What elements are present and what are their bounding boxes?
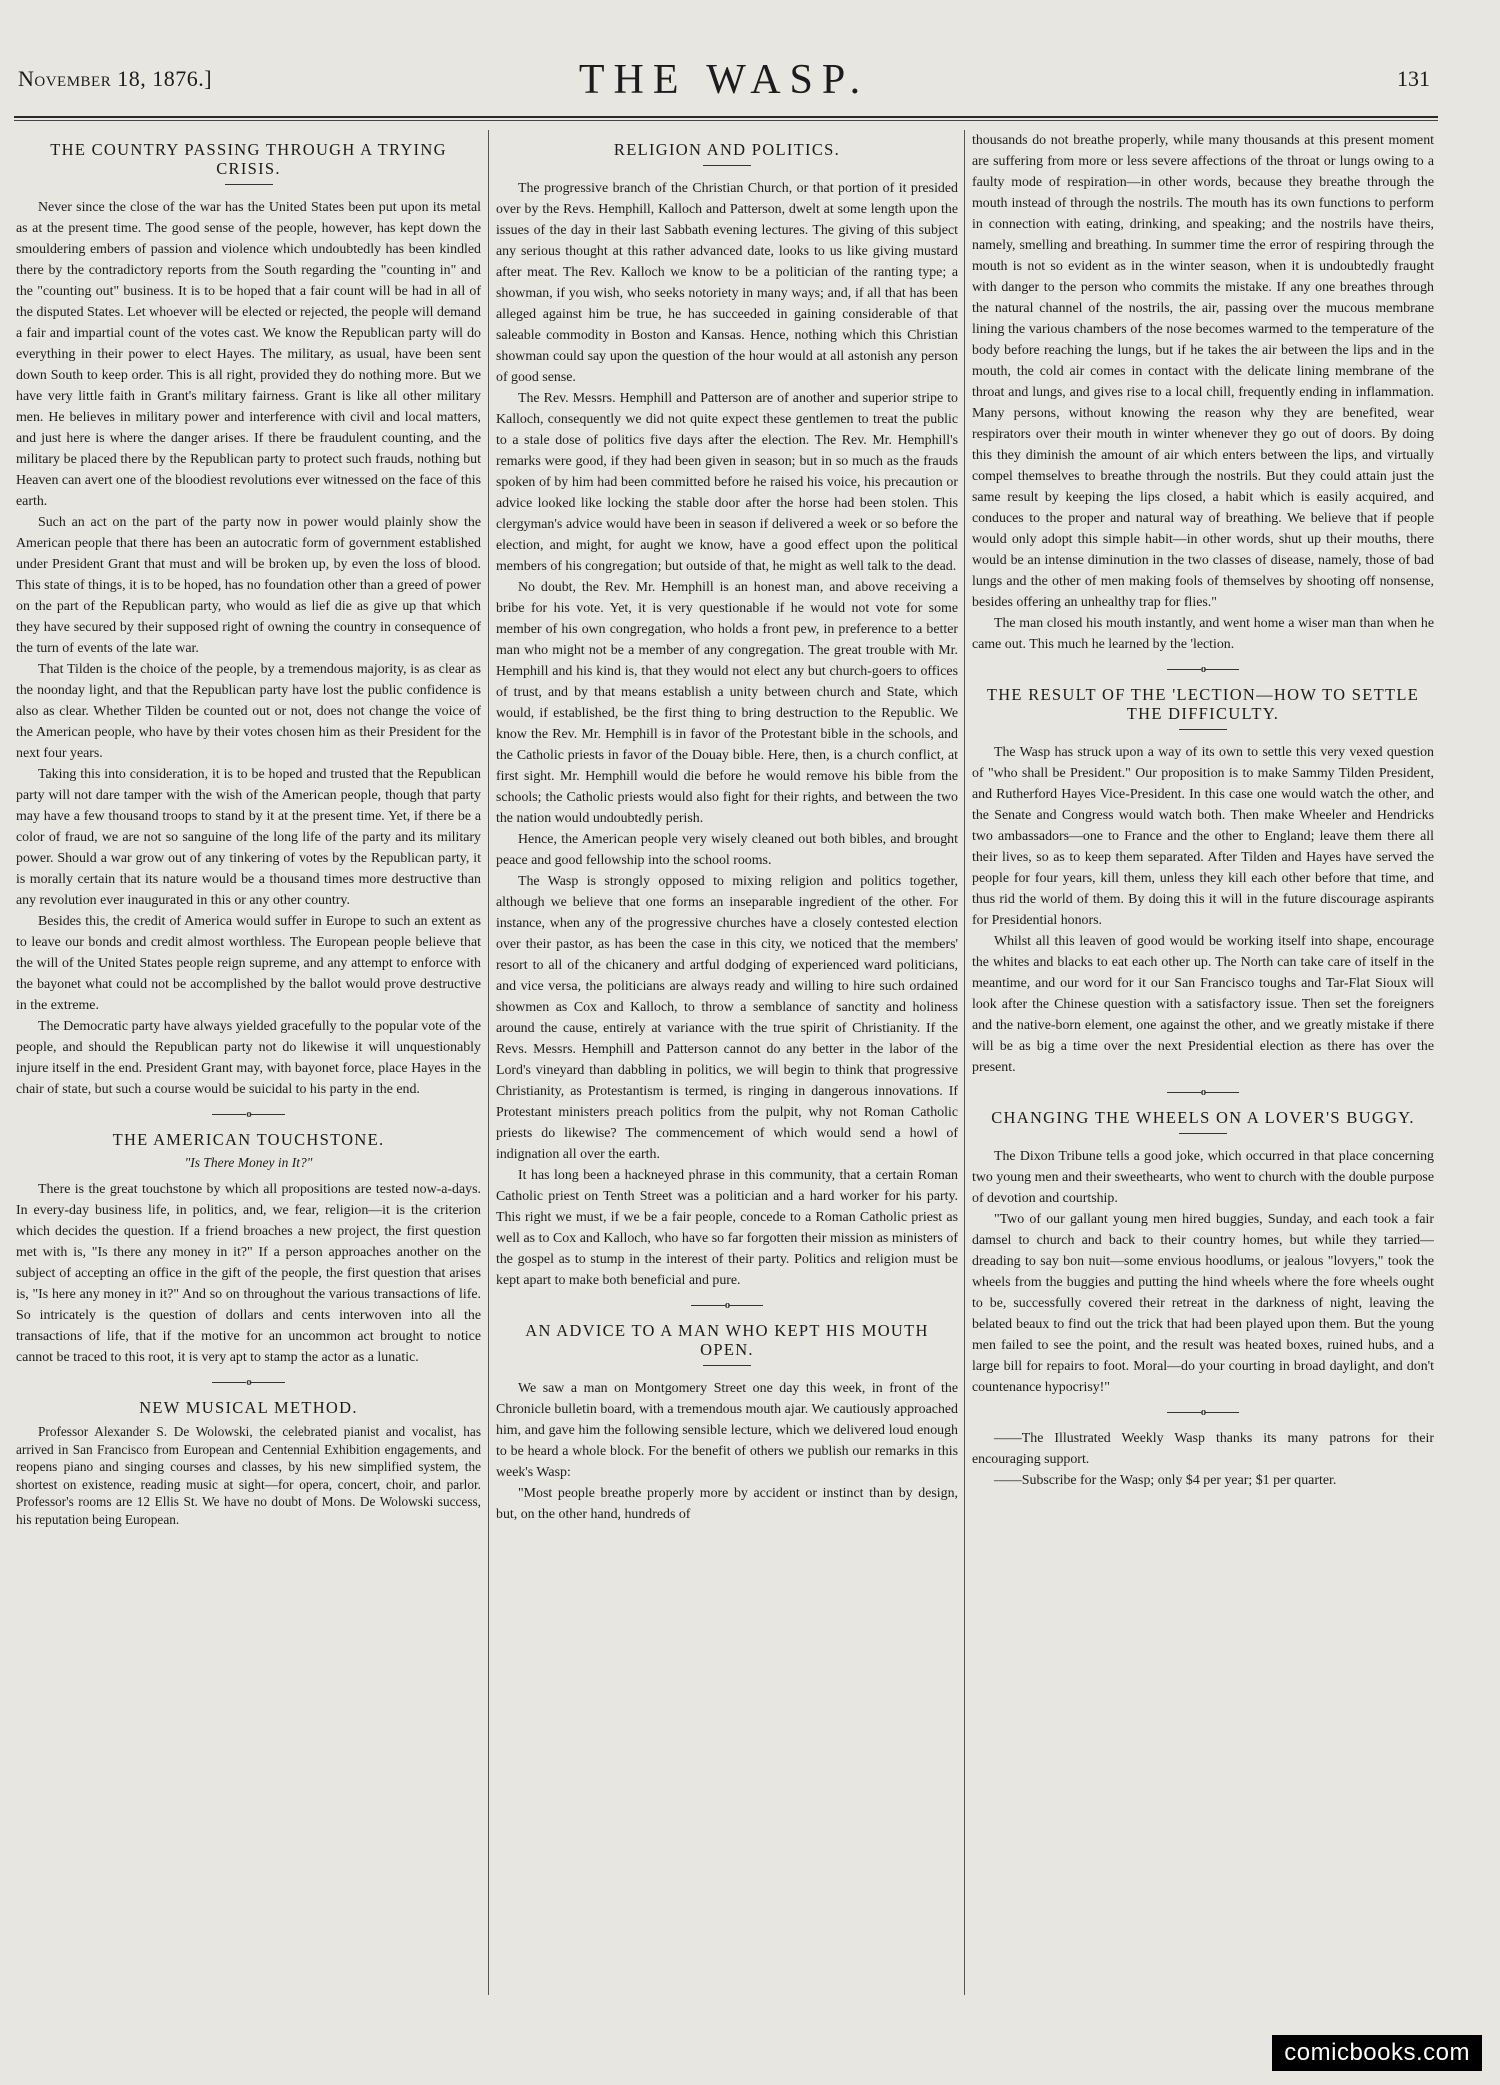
article-lovers-buggy	[972, 1108, 1434, 1398]
article-paragraph: It has long been a hackneyed phrase in this community, that a certain Roman Catholic priest on Tenth Street was a politician and a hard worker for his party. This right we must, if we be a fair people, concede to a Roman Catholic priest as well as to Cox and Kalloch, who have so far forgotten their mission as ministers of the gospel as to stump in the interest of their party. Politics and religion must be kept apart to make both beneficial and pure.	[496, 1168, 958, 1288]
newspaper-title: THE WASP.	[578, 57, 870, 103]
article-paragraph: The Wasp has struck upon a way of its own to settle this very vexed question of "who shall be President." Our proposition is to make Sammy Tilden President, and Rutherford Hayes Vice-President. In this case one would watch the other, and the Senate and Congress would watch both. Then make Wheeler and Hendricks two ambassadors—one to France and the other to England; leave them there all their lives, so as to keep them separated. After Tilden and Hayes have served the people for four years, kill them, unless they kill each other before that time, and thus rid the world of them. By doing this it will in the future discourage aspirants for Presidential honors.	[972, 745, 1434, 928]
article-headline: THE COUNTRY PASSING THROUGH A TRYING CRISIS.	[50, 140, 447, 178]
article-country-crisis	[16, 140, 481, 1100]
article-separator: o	[972, 663, 1434, 675]
article-paragraph: No doubt, the Rev. Mr. Hemphill is an honest man, and above receiving a bribe for his vote. Yet, it is very questionable if he would not vote for some member of his own congregation, who holds a front pew, in preference to a better man who might not be a member of any congregation. The great trouble with Mr. Hemphill and his kind is, that they would not elect any but church-goers to offices of trust, and by that means establish a unity between church and State, which would, if established, be the first thing to bring destruction to the Republic. We know the Rev. Mr. Hemphill is in favor of the Protestant bible in the schools, and the Catholic priests in favor of the Douay bible. Here, then, is a church conflict, at first sight. Mr. Hemphill would die before he would remove his bible from the schools; the Catholic priests would also fight for their rights, and between the two the nation would undoubtedly perish.	[496, 580, 958, 826]
column-1	[16, 130, 481, 2025]
article-religion-politics	[496, 140, 958, 1291]
article-headline: RELIGION AND POLITICS.	[613, 140, 841, 159]
headline-rule	[703, 1365, 751, 1366]
article-election-result	[972, 685, 1434, 1078]
article-headline: NEW MUSICAL METHOD.	[139, 1398, 358, 1417]
article-paragraph: The Wasp is strongly opposed to mixing religion and politics together, although we believe that one forms an inseparable ingredient of the other. For instance, when any of the progressive churches have a closely contested election over their pastor, as has been the case in this city, we noticed that the members' resort to all of the chicanery and artful dodging of experienced ward politicians, and vice versa, the politicians are always ready and willing to hire such ordained showmen as Cox and Kalloch, to throw a semblance of sanctity and holiness around the cause, entirely at variance with the true spirit of Christianity. If the Revs. Messrs. Hemphill and Patterson cannot do any better in the labor of the Lord's vineyard than dabbling in politics, we will begin to think that progressive Christianity, as Protestantism is termed, is ringing in dangerous innovations. If Protestant ministers preach politics from the pulpit, why not Roman Catholic priests do likewise? The commencement of which would send a howl of indignation all over the earth.	[496, 874, 958, 1162]
article-paragraph: Professor Alexander S. De Wolowski, the celebrated pianist and vocalist, has arrived in San Francisco from European and Centennial Exhibition engagements, and reopens piano and singing courses and classes, by his new simplified system, the shortest on existence, reading music at sight—for opera, concert, choir, and parlor. Professor's rooms are 12 Ellis St. We have no doubt of Mons. De Wolowski success, his reputation being European.	[16, 1424, 481, 1527]
article-american-touchstone	[16, 1130, 481, 1368]
article-paragraph: The man closed his mouth instantly, and went home a wiser man than when he came out. This much he learned by the 'lection.	[972, 616, 1434, 652]
headline-rule	[225, 184, 273, 185]
article-paragraph: The Rev. Messrs. Hemphill and Patterson are of another and superior stripe to Kalloch, consequently we did not quite expect these gentlemen to treat the public to a stale dose of politics five days after the election. The Rev. Mr. Hemphill's remarks were good, if they had been given in season; but in so much as the frauds spoken of by him had been committed before he raised his voice, his precaution or advice looked like locking the stable door after the horse had been stolen. This clergyman's advice would have been in season if delivered a week or so before the election, and might, for aught we know, have a good effect upon the political members of his congregation; but outside of that, he might as well talk to the dead.	[496, 391, 958, 574]
issue-date: November 18, 1876.]	[18, 66, 213, 91]
headline-rule	[1179, 729, 1227, 730]
column-3	[972, 130, 1434, 2025]
article-paragraph: "Two of our gallant young men hired buggies, Sunday, and each took a fair damsel to church and back to their country homes, but while they tarried—dreading to say bon nuit—some envious hoodlums, or jealous "lovyers," took the wheels from the buggies and putting the hind wheels where the fore wheels ought to be, successfully covered their retreat in the darkness of night, leaving the belated beaux to find out the trick that had been played upon them. But the young men failed to see the point, and the result was heated boxes, ruined hubs, and a large bill for repairs to foot. Moral—do your courting in broad daylight, and don't countenance hypocrisy!"	[972, 1212, 1434, 1395]
article-headline: THE RESULT OF THE 'LECTION—HOW TO SETTLE THE DIFFICULTY.	[986, 685, 1420, 723]
page-number: 131	[1397, 66, 1430, 91]
article-paragraph: Hence, the American people very wisely cleaned out both bibles, and brought peace and good fellowship into the school rooms.	[496, 832, 958, 868]
article-paragraph: "Most people breathe properly more by accident or instinct than by design, but, on the other hand, hundreds of	[496, 1486, 958, 1522]
article-separator: o	[972, 1406, 1434, 1418]
article-subtitle: "Is There Money in It?"	[184, 1155, 313, 1170]
column-divider	[964, 130, 965, 1995]
article-headline: THE AMERICAN TOUCHSTONE.	[112, 1130, 385, 1149]
masthead-rule	[14, 116, 1438, 118]
article-paragraph: We saw a man on Montgomery Street one day this week, in front of the Chronicle bulletin board, with a tremendous mouth ajar. We cautiously approached him, and gave him the following sensible lecture, which we delivered loud enough to be heard a whole block. For the benefit of others we publish our remarks in this week's Wasp:	[496, 1381, 958, 1480]
article-paragraph: Such an act on the part of the party now in power would plainly show the American people that there has been an autocratic form of government established under President Grant that must and will be broken up, by even the loss of blood. This state of things, it is to be hoped, has no foundation other than a greed of power on the part of the Republican party, who would as lief die as give up that which they have secured by their supposed right of owning the country in consequence of the turn of events of the late war.	[16, 515, 481, 656]
article-headline: AN ADVICE TO A MAN WHO KEPT HIS MOUTH OPEN.	[525, 1321, 929, 1359]
article-separator: o	[16, 1108, 481, 1120]
article-paragraph: The Dixon Tribune tells a good joke, which occurred in that place concerning two young men and their sweethearts, who went to church with the double purpose of devotion and courtship.	[972, 1149, 1434, 1206]
article-paragraph: The progressive branch of the Christian Church, or that portion of it presided over by the Revs. Hemphill, Kalloch and Patterson, dwelt at some length upon the issues of the day in their last Sabbath evening lectures. The giving of this subject any serious thought at this rather advanced date, looks to us like giving mustard after meat. The Rev. Kalloch we know to be a politician of the ranting type; a showman, if you wish, who seeks notoriety in many ways; and, if all that has been alleged against him be true, he has succeeded in gaining considerable of that saleable commodity in Boston and Kansas. Hence, nothing which this Christian showman could say upon the question of the hour would at all astonish any person of good sense.	[496, 181, 958, 385]
article-paragraph: Besides this, the credit of America would suffer in Europe to such an extent as to leave our bonds and credit almost worthless. The European people believe that the will of the United States people reign supreme, and any attempt to enforce with the bayonet what could not be accomplished by the ballot would prove destructive in the extreme.	[16, 914, 481, 1013]
notice: ——The Illustrated Weekly Wasp thanks its many patrons for their encouraging support.	[972, 1431, 1434, 1467]
article-paragraph: thousands do not breathe properly, while many thousands at this present moment are suffering from more or less severe affections of the throat or lungs owing to a faulty mode of respiration—in other words, because they breathe through the mouth instead of through the nostrils. The mouth has its own functions to perform in connection with eating, drinking, and speaking; and the nostrils have theirs, namely, smelling and breathing. In summer time the error of respiring through the mouth is not so evident as in the winter season, when it is undoubtedly fraught with danger to the person who commits the mistake. If any one breathes through the natural channel of the nostrils, the air, passing over the mucous membrane lining the various chambers of the nose becomes warmed to the temperature of the body before reaching the lungs, but if he takes the air between the lips and in the mouth, the cold air comes in contact with the delicate lining membrane of the throat and lungs, and gives rise to a local chill, frequently ending in inflammation. Many persons, without knowing the reason why they are benefited, wear respirators over their mouth in winter whenever they go out of doors. By doing this they diminish the amount of air which enters between the lips, and virtually compel themselves to breathe through the nostrils. But they could attain just the same result by keeping the lips closed, a habit which is easily acquired, and conduces to the proper and natural way of breathing. We believe that if people would only adopt this simple habit—in other words, shut up their mouths, there would be an intense diminution in the two classes of disease, namely, those of bad lungs and the other of men making fools of themselves by shooting off nonsense, besides offering an unhealthy trap for flies."	[972, 133, 1434, 610]
article-musical-method	[16, 1398, 481, 1529]
article-mouth-open	[496, 1321, 958, 1525]
watermark-badge: comicbooks.com	[1272, 2035, 1482, 2071]
notices	[972, 1428, 1434, 1491]
column-2	[496, 130, 958, 2025]
article-paragraph: Taking this into consideration, it is to be hoped and trusted that the Republican party will not dare tamper with the wish of the American people, though that party may have a few thousand troops to stand by it at the present time. Yet, if there be a color of fraud, we are not so sanguine of the long life of the party and its military power. Should a war grow out of any tinkering of votes by the Republican party, it is morally certain that its nature would be a thousand times more destructive than any revolution ever inaugurated in this or any other country.	[16, 767, 481, 908]
headline-rule	[703, 165, 751, 166]
notice: ——Subscribe for the Wasp; only $4 per year; $1 per quarter.	[994, 1473, 1337, 1488]
masthead	[18, 56, 1430, 112]
headline-rule	[1179, 1133, 1227, 1134]
article-paragraph: The Democratic party have always yielded gracefully to the popular vote of the people, and should the Republican party not do likewise it will unquestionably injure itself in the end. President Grant may, with bayonet force, place Hayes in the chair of state, but such a course would be suicidal to his party in the end.	[16, 1019, 481, 1097]
masthead-rule-thin	[14, 120, 1438, 121]
article-separator: o	[972, 1086, 1434, 1098]
column-divider	[488, 130, 489, 1995]
article-paragraph: Never since the close of the war has the United States been put upon its metal as at the present time. The good sense of the people, however, has kept down the smouldering embers of passion and violence which undoubtedly has been kindled there by the contradictory reports from the South regarding the "counting in" and the "counting out" business. It is to be hoped that a fair count will be had in all of the disputed States. Let whoever will be elected or rejected, the people will demand a fair and impartial count of the votes cast. We know the Republican party will do everything in their power to elect Hayes. The military, as usual, have been sent down South to keep order. This is all right, provided they do nothing more. But we have very little faith in Grant's military fairness. Grant is like all other military men. He believes in military power and interference with civil and local matters, and just here is where the danger arises. If there be fraudulent counting, and the military be placed there by the Republican party to protect such frauds, nothing but Heaven can avert one of the bloodiest revolutions ever witnessed on the face of this earth.	[16, 200, 481, 509]
article-separator: o	[496, 1299, 958, 1311]
article-paragraph: That Tilden is the choice of the people, by a tremendous majority, is as clear as the noonday light, and that the Republican party have lost the public confidence is also as clear. Whether Tilden be counted out or not, does not change the voice of the American people, who have by their votes chosen him as their President for the next four years.	[16, 662, 481, 761]
article-separator: o	[16, 1376, 481, 1388]
article-paragraph: Whilst all this leaven of good would be working itself into shape, encourage the whites and blacks to eat each other up. The North can take care of itself in the meantime, and our word for it our San Francisco toughs and Tar-Flat Sioux will look after the Chinese question with a satisfactory issue. Then set the foreigners and the native-born element, one against the other, and we greatly mistake if there will be as big a time over the next Presidential election as there has over the present.	[972, 934, 1434, 1075]
article-headline: CHANGING THE WHEELS ON A LOVER'S BUGGY.	[991, 1108, 1415, 1127]
article-mouth-open-continued	[972, 130, 1434, 655]
article-paragraph: There is the great touchstone by which all propositions are tested now-a-days. In every-day business life, in politics, and, we fear, religion—it is the criterion which decides the question. If a friend broaches a new project, the first question met with is, "Is there any money in it?" If a person approaches another on the subject of accepting an office in the gift of the people, the first question that arises is, "Is here any money in it?" And so on throughout the various transactions of life. So intricately is the question of dollars and cents interwoven into all the transactions of life, that if the motive for an uncommon act brought to notice cannot be traced to this root, it is very apt to stamp the actor as a lunatic.	[16, 1182, 481, 1365]
